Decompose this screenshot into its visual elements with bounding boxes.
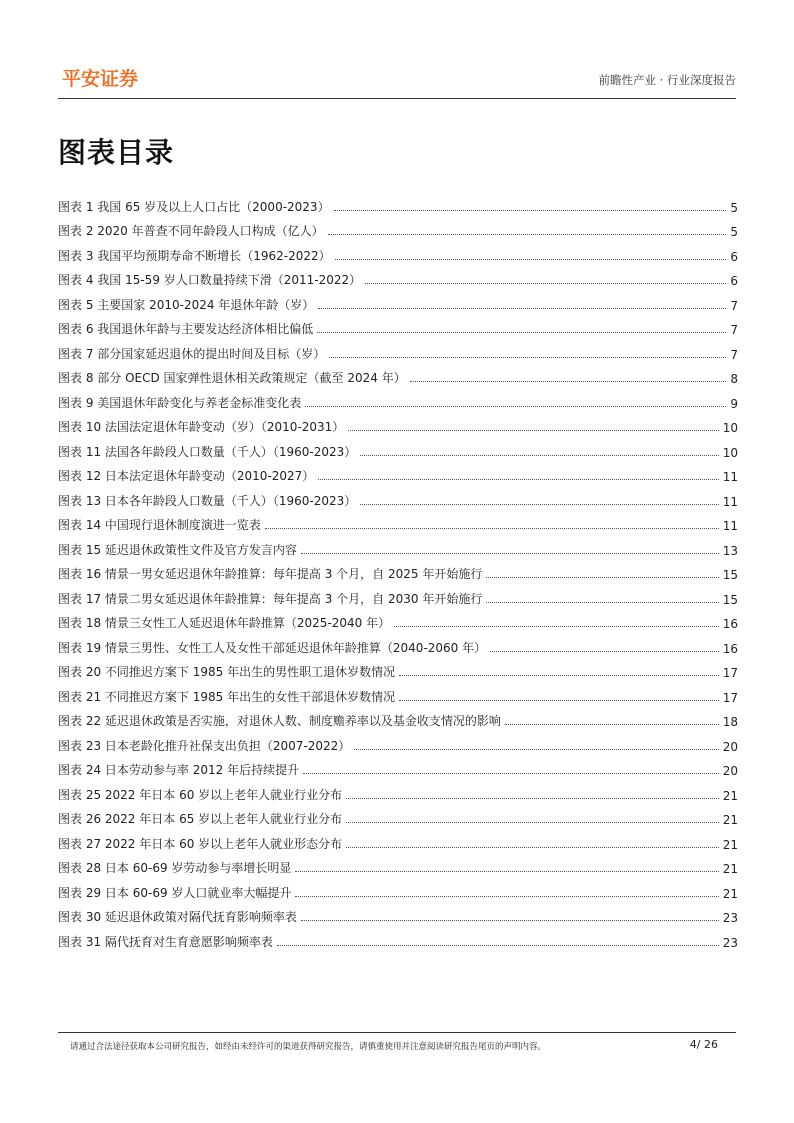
toc-item[interactable] <box>58 729 738 754</box>
toc-item-page: 17 <box>722 690 738 705</box>
toc-dot-leader <box>360 454 718 456</box>
toc-item-page: 23 <box>722 911 738 925</box>
toc-item-page: 11 <box>722 470 738 484</box>
toc-dot-leader <box>399 674 719 676</box>
toc-item-page: 18 <box>722 715 738 729</box>
toc-item-label: 图表 16 情景一男女延迟退休年龄推算：每年提高 3 个月，自 2025 年开始施行 <box>58 567 483 581</box>
toc-item-page: 16 <box>722 641 738 656</box>
toc-item-page: 10 <box>722 421 738 435</box>
toc-item-label: 图表 8 部分 OECD 国家弹性退休相关政策规定（截至 2024 年） <box>58 371 406 385</box>
toc-item-page: 6 <box>730 249 738 264</box>
toc-item-page: 17 <box>722 666 738 680</box>
toc-item-label: 图表 15 延迟退休政策性文件及官方发言内容 <box>58 542 297 557</box>
toc-item-page: 11 <box>722 494 738 509</box>
toc-item[interactable] <box>58 827 738 852</box>
toc-item-label: 图表 1 我国 65 岁及以上人口占比（2000-2023） <box>58 199 330 214</box>
toc-item[interactable] <box>58 803 738 828</box>
report-type-label: 前瞻性产业 · 行业深度报告 <box>598 73 736 87</box>
toc-item-label: 图表 23 日本老龄化推升社保支出负担（2007-2022） <box>58 738 351 753</box>
toc-item-label: 图表 17 情景二男女延迟退休年龄推算：每年提高 3 个月，自 2030 年开始施行 <box>58 591 483 606</box>
toc-item-label: 图表 9 美国退休年龄变化与养老金标准变化表 <box>58 395 302 410</box>
toc-item[interactable] <box>58 337 738 362</box>
toc-dot-leader <box>318 478 718 480</box>
toc-dot-leader <box>490 650 719 652</box>
toc-item-page: 11 <box>722 519 738 533</box>
toc-item-label: 图表 27 2022 年日本 60 岁以上老年人就业形态分布 <box>58 836 343 851</box>
toc-item[interactable] <box>58 509 738 534</box>
toc-dot-leader <box>329 356 726 358</box>
toc-item[interactable] <box>58 460 738 485</box>
toc-dot-leader <box>334 209 727 211</box>
toc-item-label: 图表 4 我国 15-59 岁人口数量持续下滑（2011-2022） <box>58 273 362 287</box>
toc-item[interactable] <box>58 288 738 313</box>
toc-item[interactable] <box>58 411 738 436</box>
toc-item[interactable] <box>58 607 738 632</box>
toc-item-page: 5 <box>730 225 738 239</box>
toc-item[interactable] <box>58 852 738 877</box>
toc-item-label: 图表 5 主要国家 2010-2024 年退休年龄（岁） <box>58 297 315 312</box>
toc-dot-leader <box>348 429 718 431</box>
toc-item-label: 图表 21 不同推迟方案下 1985 年出生的女性干部退休岁数情况 <box>58 689 396 704</box>
toc-item[interactable] <box>58 435 738 460</box>
toc-item-label: 图表 29 日本 60-69 岁人口就业率大幅提升 <box>58 885 292 900</box>
toc-item-page: 21 <box>722 837 738 852</box>
toc-item[interactable] <box>58 264 738 289</box>
toc-dot-leader <box>486 601 718 603</box>
page-title: 图表目录 <box>58 136 175 169</box>
toc-item-label: 图表 2 2020 年普查不同年龄段人口构成（亿人） <box>58 224 324 238</box>
toc-item-label: 图表 20 不同推迟方案下 1985 年出生的男性职工退休岁数情况 <box>58 665 396 679</box>
toc-item[interactable] <box>58 533 738 558</box>
toc-dot-leader <box>295 895 718 897</box>
toc-item-label: 图表 31 隔代抚育对生育意愿影响频率表 <box>58 934 273 949</box>
toc-item-page: 16 <box>722 617 738 631</box>
toc-item-label: 图表 18 情景三女性工人延迟退休年龄推算（2025-2040 年） <box>58 616 391 630</box>
toc-item-label: 图表 24 日本劳动参与率 2012 年后持续提升 <box>58 763 300 777</box>
toc-item-label: 图表 28 日本 60-69 岁劳动参与率增长明显 <box>58 861 292 875</box>
toc-item[interactable] <box>58 484 738 509</box>
toc-item-page: 7 <box>730 298 738 313</box>
footer-disclaimer: 请通过合法途径获取本公司研究报告，如经由未经许可的渠道获得研究报告，请慎重使用并注意阅读研究报告尾页的声明内容。 <box>70 1042 547 1052</box>
toc-item[interactable] <box>58 215 738 240</box>
toc-item-page: 15 <box>722 592 738 607</box>
toc-item-label: 图表 13 日本各年龄段人口数量（千人）（1960-2023） <box>58 493 357 508</box>
toc-item-label: 图表 7 部分国家延迟退休的提出时间及目标（岁） <box>58 346 326 361</box>
toc-dot-leader <box>265 527 719 529</box>
toc-dot-leader <box>360 503 718 505</box>
footer-divider <box>58 1032 736 1033</box>
toc-item-label: 图表 12 日本法定退休年龄变动（2010-2027） <box>58 469 315 483</box>
toc-item-label: 图表 14 中国现行退休制度演进一览表 <box>58 518 261 532</box>
toc-item[interactable] <box>58 631 738 656</box>
brand-logo: 平安证券 <box>62 68 139 90</box>
page-number: 4/ 26 <box>689 1038 718 1051</box>
toc-item[interactable] <box>58 680 738 705</box>
toc-item-label: 图表 6 我国退休年龄与主要发达经济体相比偏低 <box>58 322 314 336</box>
toc-item-page: 21 <box>722 813 738 827</box>
toc-item[interactable] <box>58 313 738 338</box>
toc-dot-leader <box>295 870 718 872</box>
toc-dot-leader <box>505 723 719 725</box>
toc-item[interactable] <box>58 876 738 901</box>
toc-dot-leader <box>301 919 719 921</box>
toc-item[interactable] <box>58 558 738 583</box>
toc-item-label: 图表 3 我国平均预期寿命不断增长（1962-2022） <box>58 248 331 263</box>
toc-dot-leader <box>335 258 727 260</box>
toc-item-page: 20 <box>722 764 738 778</box>
toc-dot-leader <box>346 846 719 848</box>
toc-item-page: 23 <box>722 935 738 950</box>
toc-item[interactable] <box>58 362 738 387</box>
toc-item[interactable] <box>58 386 738 411</box>
toc-item[interactable] <box>58 239 738 264</box>
toc-item-page: 15 <box>722 568 738 582</box>
toc-dot-leader <box>346 821 719 823</box>
toc-dot-leader <box>346 797 719 799</box>
toc-item-label: 图表 11 法国各年龄段人口数量（千人）（1960-2023） <box>58 444 357 459</box>
toc-item-page: 21 <box>722 788 738 803</box>
toc-item-page: 20 <box>722 739 738 754</box>
toc-item-label: 图表 25 2022 年日本 60 岁以上老年人就业行业分布 <box>58 787 343 802</box>
toc-dot-leader <box>317 331 726 333</box>
toc-dot-leader <box>399 699 719 701</box>
toc-item-page: 6 <box>730 274 738 288</box>
toc-dot-leader <box>410 380 727 382</box>
toc-item-label: 图表 30 延迟退休政策对隔代抚育影响频率表 <box>58 910 297 924</box>
toc-item-page: 10 <box>722 445 738 460</box>
toc-item-label: 图表 26 2022 年日本 65 岁以上老年人就业行业分布 <box>58 812 343 826</box>
toc-item[interactable] <box>58 705 738 730</box>
toc-dot-leader <box>301 552 719 554</box>
toc-item-label: 图表 19 情景三男性、女性工人及女性干部延迟退休年龄推算（2040-2060 年） <box>58 640 487 655</box>
toc-item-label: 图表 10 法国法定退休年龄变动（岁）（2010-2031） <box>58 420 345 434</box>
table-of-figures <box>58 190 738 950</box>
toc-item-page: 13 <box>722 543 738 558</box>
toc-dot-leader <box>486 576 718 578</box>
toc-item[interactable] <box>58 754 738 779</box>
toc-dot-leader <box>365 282 726 284</box>
toc-dot-leader <box>318 307 726 309</box>
toc-item-page: 21 <box>722 862 738 876</box>
toc-dot-leader <box>394 625 719 627</box>
toc-item[interactable] <box>58 778 738 803</box>
toc-dot-leader <box>277 944 719 946</box>
toc-item-page: 7 <box>730 323 738 337</box>
toc-item-page: 8 <box>730 372 738 386</box>
page-header <box>58 62 736 99</box>
toc-item-label: 图表 22 延迟退休政策是否实施，对退休人数、制度赡养率以及基金收支情况的影响 <box>58 714 501 728</box>
toc-dot-leader <box>354 748 718 750</box>
toc-item-page: 7 <box>730 347 738 362</box>
toc-item-page: 9 <box>730 396 738 411</box>
toc-item[interactable] <box>58 656 738 681</box>
toc-dot-leader <box>303 772 719 774</box>
toc-item-page: 21 <box>722 886 738 901</box>
toc-item[interactable] <box>58 190 738 215</box>
toc-dot-leader <box>305 405 726 407</box>
toc-dot-leader <box>328 233 727 235</box>
toc-item[interactable] <box>58 901 738 926</box>
toc-item-page: 5 <box>730 200 738 215</box>
toc-item[interactable] <box>58 582 738 607</box>
toc-item[interactable] <box>58 925 738 950</box>
